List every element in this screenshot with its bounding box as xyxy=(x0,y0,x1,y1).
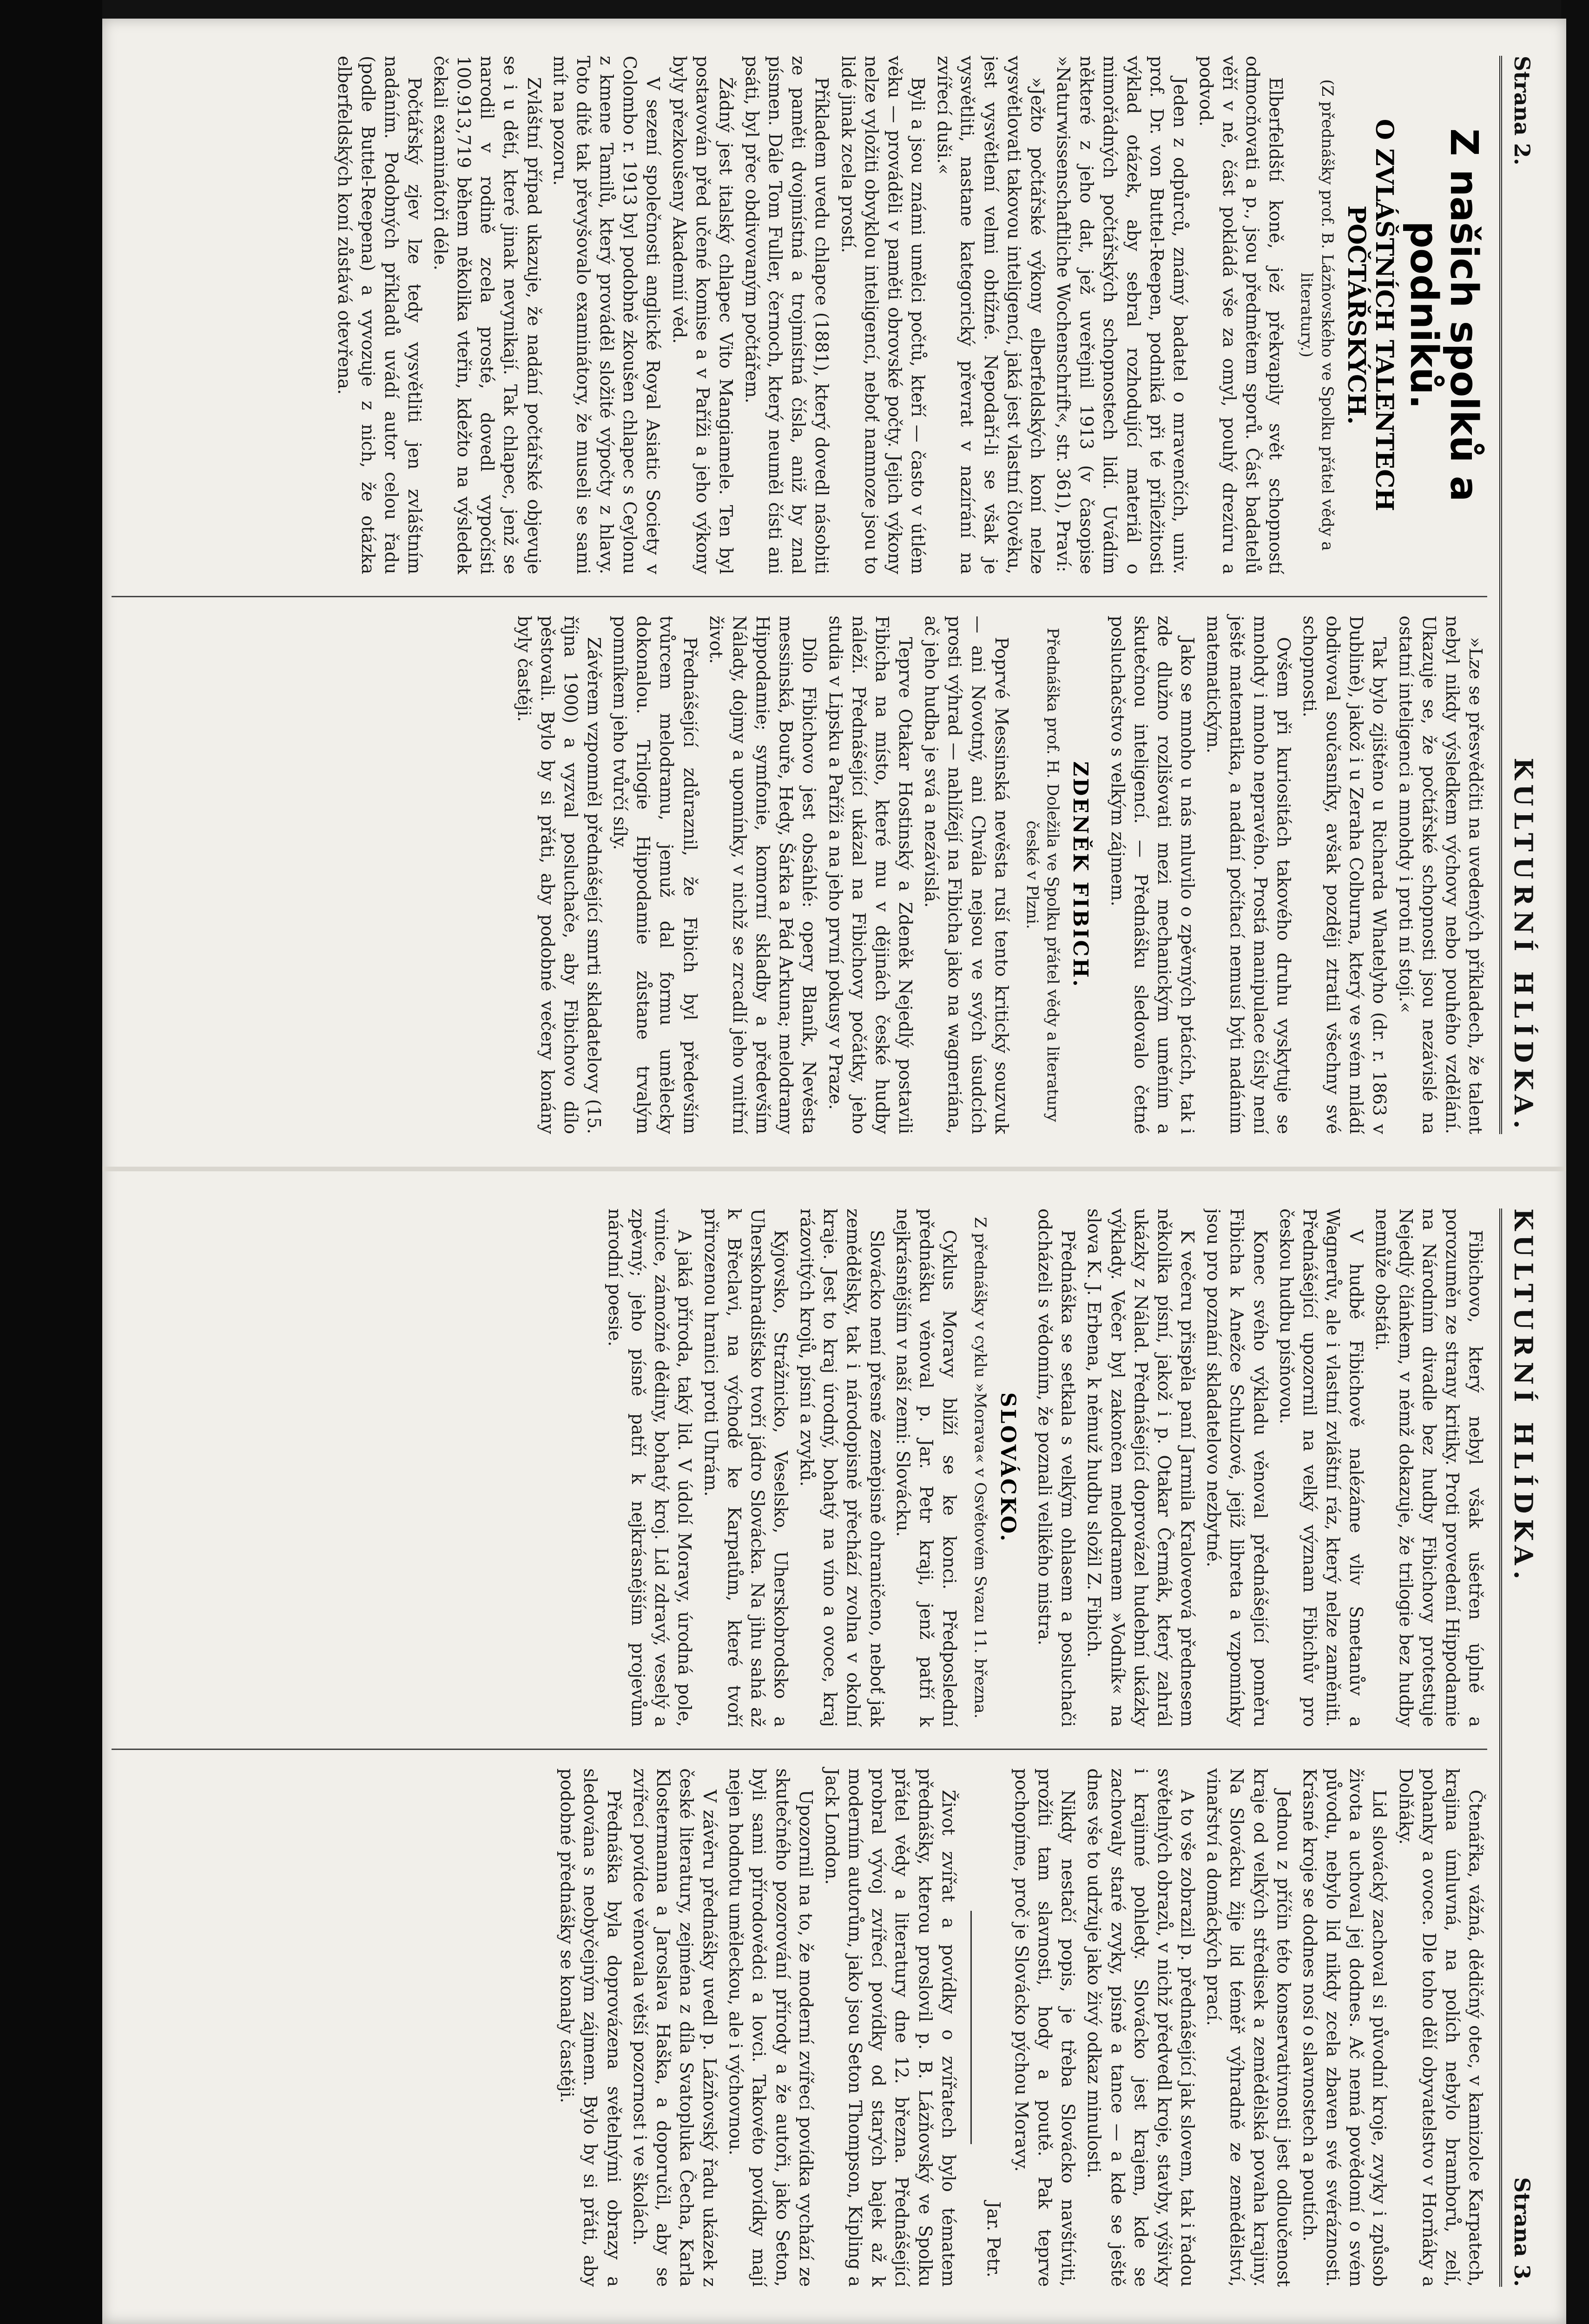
paragraph: Tak bylo zjištěno u Richarda Whatelyho (dr. r. 1863 v Dublině), jakož i u Zeraha Colburna, který ve svém mládí obdivoval současníky, avšak později ztratil všechny své schopnosti. xyxy=(1299,615,1390,1134)
paragraph: V hudbě Fibichově nalézáme vliv Smetanův a Wagnerův, ale i vlastní zvláštní ráz, který nelze zaměniti. Přednášející upozornil na velký význam Fibichův pro českou hudbu písňovou. xyxy=(1276,1208,1367,1727)
paragraph: V závěru přednášky uvedl p. Lázňovský řadu ukázek z české literatury, zejména z díla Svatopluka Čecha, Karla Klostermanna a Jaroslava Haška, a doporučil, aby se zvířecí povídce věnovala větší pozornost i ve školách. xyxy=(629,1768,720,2287)
paragraph: Fibichovo, který nebyl však ušetřen úplně a porozuměn ze strany kritiky. Proti provedení Hippodamie na Národním divadle bez hudby Fibichovy protestuje Nejedlý článkem, v němž dokazuje, že trilogie bez hudby nemůže obstáti. xyxy=(1372,1208,1486,1727)
column-2 xyxy=(112,596,1487,1135)
paragraph: A jaká příroda, taký lid. V údolí Moravy, úrodná pole, vinice, zámožné dědiny, bohatý kroj. Lid zdravý, veselý a zpěvný; jeho písně patří k nejkrásnějším projevům národní poesie. xyxy=(604,1208,695,1727)
paragraph: »Ježto počtářské výkony elberfeldských koní nelze vysvětlovati takovou inteligencí, jaká jest vlastní člověku, jest vysvětlení velmi obtížné. Nepodaří-li se však je vysvětliti, nastane kategorický převrat v nazírání na zvířecí duši.« xyxy=(934,56,1048,574)
paragraph: Cyklus Moravy blíží se ke konci. Předposlední přednášku věnoval p. Jar. Petr kraji, jenž patří k nejkrásnějším v naší zemi: Slovácku. xyxy=(892,1208,960,1727)
article-title: SLOVÁCKO. xyxy=(996,1392,1020,1543)
paragraph: Byli a jsou známi umělci počtů, kteří — často v útlém věku — prováděli v paměti obrovské počty. Jejich výkony nelze vyložiti obvyklou inteligencí, neboť namnoze jsou to lidé jinak zcela prostí. xyxy=(837,56,929,574)
paragraph: Počtářský zjev lze tedy vysvětliti jen zvláštním nadáním. Podobných příkladů uvádí autor celou řadu (podle Buttel-Reepena) a vyvozuje z nich, že otázka elberfeldských koní zůstává otevřena. xyxy=(334,56,425,574)
paragraph: Příkladem uvedu chlapce (1881), který dovedl násobiti ze paměti dvojmístná a trojmístná čísla, aniž by znal písmen. Dále Tom Fuller, černoch, který neuměl čísti ani psáti, byl přec obdivovaným počtářem. xyxy=(742,56,832,574)
column-2 xyxy=(112,1749,1487,2287)
paragraph: Ovšem při kuriositách takového druhu vyskytuje se mnohdy i mnoho nepravého. Prostá manipulace čísly není ještě matematika, a nadání počítací nemusí býti nadáním matematickým. xyxy=(1203,615,1294,1134)
column-1 xyxy=(112,56,1487,574)
paragraph: A to vše zobrazil p. přednášející jak slovem, tak i řadou světelných obrazů, v nichž předvedl kroje, stavby, výšivky i krajinné pohledy. Slovácko jest krajem, kde se zachovaly staré zvyky, písně a tance — a kde se ještě dnes vše to udržuje jako živý odkaz minulosti. xyxy=(1084,1768,1198,2287)
scan-border-left xyxy=(0,0,102,2324)
paragraph: Nikdy nestačí popis, je třeba Slovácko navštíviti, prožíti tam slavnosti, hody a poutě. Pak teprve pochopíme, proč je Slovácko pýchou Moravy. xyxy=(1011,1768,1079,2287)
article-subtitle: Z přednášky v cyklu »Morava« v Osvětovém Svazu 11. března. xyxy=(970,1217,989,1719)
paragraph: Závěrem vzpomněl přednášející smrti skladatelovy (15. října 1900) a vyzval posluchače, aby Fibichovo dílo pěstovali. Bylo by si přáti, aby podobné večery konány byly častěji. xyxy=(514,615,605,1134)
article-subtitle: (Z přednášky prof. B. Lázňovského ve Spolku přátel vědy a literatury.) xyxy=(1297,79,1337,551)
newspaper-scan xyxy=(102,19,1566,2324)
page-right xyxy=(102,1171,1566,2324)
article-subtitle: Přednáška prof. H. Doležila ve Spolku přátel vědy a literatury české v Plzni. xyxy=(1022,627,1062,1122)
column-1 xyxy=(112,1208,1487,1727)
paragraph: »Lze se přesvědčiti na uvedených příkladech, že talent nebyl nikdy výsledkem výchovy nebo pouhého vzdělání. Ukazuje se, že počtářské schopnosti jsou nezávislé na ostatní inteligenci a mnohdy i proti ní stojí.« xyxy=(1395,615,1486,1134)
paragraph: V sezení společnosti anglické Royal Asiatic Society v Colombo r. 1913 byl podobně zkoušen chlapec s Ceylonu z kmene Tamilů, který prováděl složité výpočty z hlavy. Toto dítě tak převyšovalo examinátory, že museli se sami mít na pozoru. xyxy=(549,56,664,574)
article-title: ZDENĚK FIBICH. xyxy=(1068,761,1093,989)
paragraph: Přednáška byla doprovázena světelnými obrazy a sledována s neobyčejným zájmem. Bylo by si přáti, aby podobné přednášky se konaly častěji. xyxy=(557,1768,624,2287)
paragraph: Slovácko není přesně zeměpisně ohraničeno, neboť jak zemědělsky, tak i národopisně přechází zvolna v okolní kraje. Jest to kraj úrodný, bohatý na víno a ovoce, kraj rázovitých krojů, písní a zvyků. xyxy=(797,1208,887,1727)
paragraph: Žádný jest italský chlapec Vito Mangiamele. Ten byl postavován před učené komise a v Paříži a jeho výkony byly přezkoušeny Akademií věd. xyxy=(669,56,736,574)
paragraph: Zvláštní případ ukazuje, že nadání počtářské objevuje se i u dětí, které jinak nevynikají. Tak chlapec, jenž se narodil v rodině zcela prosté, dovedl vypočísti 100.913,719 během několika vteřin, kdežto na výsledek čekali examinátoři déle. xyxy=(430,56,544,574)
page-number: Strana 2. xyxy=(1510,56,1535,165)
page-left xyxy=(102,19,1566,1171)
paragraph: Poprvé Messinská nevěsta ruší tento kritický souzvuk — ani Novotný, ani Chvála nejsou ve svých úsudcích prosti výhrad — nahlížejí na Fibicha jako na wagneriána, ač jeho hudba je svá a nezávislá. xyxy=(921,615,1012,1134)
masthead: KULTURNÍ HLÍDKA. xyxy=(1509,1208,1538,1585)
paragraph: Lid slovácký zachoval si původní kroje, zvyky i způsob života a uchoval jej dodnes. Ač nemá povědomí o svém původu, nebylo lid nikdy zcela zbaven své svéráznosti. Krásné kroje se dodnes nosí o slavnostech a poutích. xyxy=(1299,1768,1390,2287)
article-title: O ZVLÁŠTNÍCH TALENTECH POČTÁŘSKÝCH. xyxy=(1342,119,1398,511)
paragraph: Teprve Otakar Hostinský a Zdeněk Nejedlý postavili Fibicha na místo, které mu v dějinách české hudby náleží. Přednášející ukázal na Fibichovy počátky, jeho studia v Lipsku a Paříži a na jeho první pokusy v Praze. xyxy=(825,615,916,1134)
masthead: KULTURNÍ HLÍDKA. xyxy=(1509,758,1538,1134)
page-header xyxy=(1499,1208,1538,2287)
paragraph: Upozornil na to, že moderní zvířecí povídka vychází ze skutečného pozorování přírody a že autoři, jako Seton, byli sami přírodovědci a lovci. Takovéto povídky mají nejen hodnotu uměleckou, ale i výchovnou. xyxy=(725,1768,816,2287)
page-header xyxy=(1499,56,1538,1134)
paragraph: Jednou z příčin této konservativnosti jest odloučenost kraje od velkých středisek a zemědělská povaha krajiny. Na Slovácku žije lid téměř výhradně ze zemědělství, vinařství a domáckých prací. xyxy=(1203,1768,1294,2287)
rotated-spread xyxy=(102,19,1566,2324)
paragraph: Čtenářka, vážná, dědičný otec, v kamizolce Karpatech, krajina úmluvná, na polích nebylo bramborů, zelí, pohanky a ovoce. Dle toho dělí obyvatelstvo v Horňáky a Dolňáky. xyxy=(1395,1768,1486,2287)
paragraph: Přednášející zdůraznil, že Fibich byl především tvůrcem melodramu, jemuž dal formu umělecky dokonalou. Trilogie Hippodamie zůstane trvalým pomníkem jeho tvůrčí síly. xyxy=(610,615,700,1134)
paragraph: Jeden z odpůrců, známý badatel o mravenčích, univ. prof. Dr. von Buttel-Reepen, podniká při té příležitosti výklad otázek, aby sebral rozhodující materiál o mimořádných počtářských schopnostech lidí. Uvádím některé z jeho dat, jež uveřejnil 1913 (v časopise »Naturwissenschaftliche Wochenschrift«, str. 361), Praví: xyxy=(1053,56,1190,574)
section-divider xyxy=(970,1911,972,2144)
paragraph: Kyjovsko, Strážnicko, Veselsko, Uherskobrodsko a Uherskohradišťsko tvoří jádro Slovácka. Na jihu sahá až k Břeclavi, na východě ke Karpatům, které tvoří přirozenou hranici proti Uhrám. xyxy=(700,1208,791,1727)
paragraph: Jako se mnoho u nás mluvilo o zpěvných ptácích, tak i zde dlužno rozlišovati mezi mechanickým uměním a skutečnou inteligencí. — Přednášku sledovalo četné posluchačstvo s velkým zájmem. xyxy=(1107,615,1198,1134)
paragraph: K večeru přispěla paní Jarmila Kraloveová přednesem několika písní, jakož i p. Otakar Čermák, který zahrál ukázky z Nálad. Přednášející doprovázel hudební ukázky výklady. Večer byl zakončen melodramem »Vodník« na slova K. J. Erbena, k němuž hudbu složil Z. Fibich. xyxy=(1084,1208,1198,1727)
author-signature: Jar. Petr. xyxy=(983,2201,1004,2278)
page-number: Strana 3. xyxy=(1510,2177,1535,2287)
paragraph: Život zvířat a povídky o zvířatech bylo tématem přednášky, kterou proslovil p. B. Lázňovský ve Spolku přátel vědy a literatury dne 12. března. Přednášející probral vývoj zvířecí povídky od starých bajek až k moderním autorům, jako jsou Seton Thompson, Kipling a Jack London. xyxy=(821,1768,959,2287)
paragraph: Konec svého výkladu věnoval přednášející poměru Fibicha k Anežce Schulzové, jejíž libreta a vzpomínky jsou pro poznání skladatelovo nezbytné. xyxy=(1203,1208,1271,1727)
section-heading: Z našich spolků a podniků. xyxy=(1401,128,1486,502)
paragraph: Přednáška se setkala s velkým ohlasem a posluchači odcházeli s vědomím, že poznali velikého mistra. xyxy=(1035,1208,1079,1727)
paragraph: Elberfeldští koně, jež překvapily svět schopností odmocňovati a p., jsou předmětem sporů. Část badatelů věří v ně, část pokládá vše za omyl, pouhý drezúru a podvod. xyxy=(1196,56,1286,574)
paragraph: Dílo Fibichovo jest obsáhlé: opery Blaník, Nevěsta messinská, Bouře, Hedy, Šárka a Pád Arkuna; melodramy Hippodamie; symfonie, komorní skladby a především Nálady, dojmy a upomínky, v nichž se zrcadlí jeho vnitřní život. xyxy=(705,615,820,1134)
